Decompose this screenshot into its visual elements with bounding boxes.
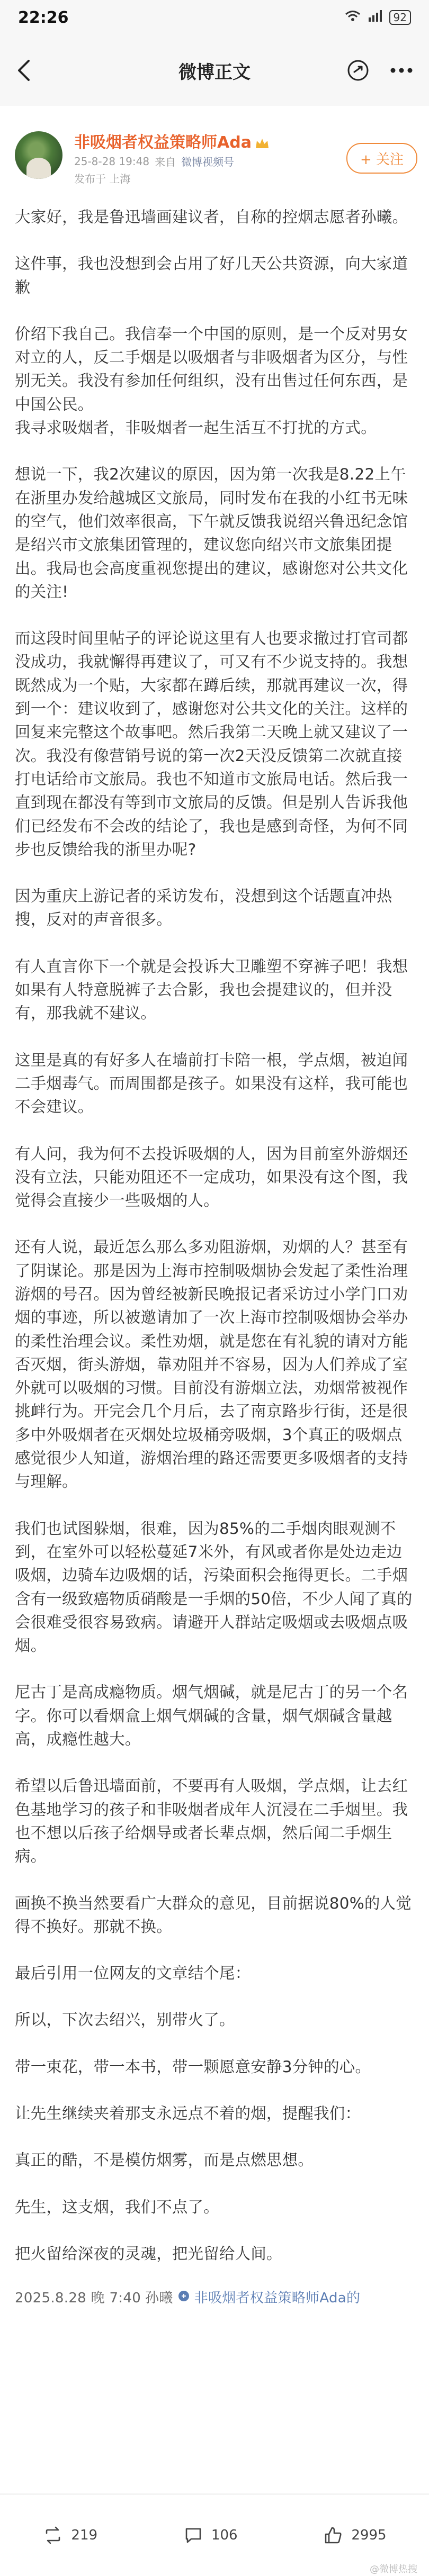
paragraph: 让先生继续夹着那支永远点不着的烟，提醒我们： <box>15 2104 361 2122</box>
paragraph: 把火留给深夜的灵魂，把光留给人间。 <box>15 2244 282 2263</box>
paragraph: 画换不换当然要看广大群众的意见，目前据说80%的人觉得不换好。那就不换。 <box>15 1894 412 1936</box>
page-title: 微博正文 <box>178 61 251 83</box>
back-button[interactable] <box>16 55 48 86</box>
share-icon <box>347 59 369 82</box>
signature-date: 2025.8.28 晚 7:40 <box>15 2290 141 2307</box>
paragraph: 希望以后鲁迅墙面前，不要再有人吸烟，学点烟，让去红色基地学习的孩子和非吸烟者成年人沉浸在二手烟里。我也不想以后孩子给烟导或者长辈点烟，然后闻二手烟生病。 <box>15 1777 408 1866</box>
chevron-left-icon <box>16 59 31 82</box>
paragraph: 我们也试图躲烟，很难，因为85%的二手烟肉眼观测不到，在室外可以轻松蔓延7米外，有风或者你是处边走边吸烟，边骑车边吸烟的话，污染面积会拖得更长。二手烟含有一级致癌物质硝酸是一手烟的50倍，不少人闻了真的会很难受很容易致病。请避开人群站定吸烟或去吸烟点吸烟。 <box>15 1519 413 1655</box>
comment-icon <box>183 2525 204 2546</box>
paragraph: 所以，下次去绍兴，别带火了。 <box>15 2011 235 2029</box>
thumbs-up-icon <box>323 2525 344 2546</box>
post-time: 25-8-28 19:48 <box>74 155 150 168</box>
repost-icon <box>42 2525 64 2546</box>
paragraph: 尼古丁是高成瘾物质。烟气烟碱，就是尼古丁的另一个名字。你可以看烟盒上烟气烟碱的含量，烟气烟碱含量越高，成瘾性越大。 <box>15 1683 408 1749</box>
post-meta <box>74 153 234 169</box>
more-button[interactable] <box>390 59 413 82</box>
like-count: 2995 <box>351 2527 387 2543</box>
status-bar <box>0 0 429 35</box>
post-source[interactable]: 微博视频号 <box>181 156 235 168</box>
paragraph: 价绍下我自己。我信奉一个中国的原则，是一个反对男女对立的人，反二手烟是以吸烟者与非吸烟者为区分，与性别无关。我没有参加任何组织，没有出售过任何东西，是中国公民。 我寻求吸烟者，非吸烟者一起生活互不打扰的方式。 <box>15 324 408 437</box>
status-icons <box>345 10 411 25</box>
watermark: @微博热搜 <box>370 2564 417 2575</box>
author-name-row[interactable] <box>74 129 270 152</box>
comment-count: 106 <box>211 2527 238 2543</box>
follow-button[interactable]: + 关注 <box>346 143 417 174</box>
paragraph: 最后引用一位网友的文章结个尾： <box>15 1964 251 1983</box>
paragraph: 还有人说，最近怎么那么多劝阻游烟，劝烟的人？甚至有了阴谋论。那是因为上海市控制吸烟协会发起了柔性治理游烟的号召。因为曾经被新民晚报记者采访过小学门口劝烟的事迹，所以被邀请加了一次上海市控制吸烟协会举办的柔性治理会议。柔性劝烟，就是您在有礼貌的请对方能否灭烟，街头游烟，靠劝阻并不容易，因为人们养成了室外就可以吸烟的习惯。目前没有游烟立法，劝烟常被视作挑衅行为。开完会几个月后，去了南京路步行街，还是很多中外吸烟者在灭烟处垃圾桶旁吸烟，3个真正的吸烟点感觉很少人知道，游烟治理的路还需要更多吸烟者的支持与理解。 <box>15 1238 408 1491</box>
like-button[interactable] <box>323 2525 386 2546</box>
paragraph: 因为重庆上游记者的采访发布，没想到这个话题直冲热搜，反对的声音很多。 <box>15 887 392 929</box>
link-icon <box>177 2286 190 2310</box>
paragraph: 有人问，我为何不去投诉吸烟的人，因为目前室外游烟还没有立法，只能劝阻还不一定成功，如果没有这个图，我觉得会直接少一些吸烟的人。 <box>15 1144 408 1210</box>
paragraph: 先生，这支烟，我们不点了。 <box>15 2198 219 2216</box>
post-from: 来自 <box>155 156 176 168</box>
post-body <box>15 205 413 2310</box>
status-time: 22:26 <box>18 8 69 27</box>
paragraph: 真正的酷，不是模仿烟雾，而是点燃思想。 <box>15 2151 314 2170</box>
paragraph: 大家好，我是鲁迅墙画建议者，自称的控烟志愿者孙曦。 <box>15 208 408 226</box>
wifi-icon <box>345 10 361 25</box>
repost-count: 219 <box>71 2527 98 2543</box>
signature-name: 孙曦 <box>145 2290 173 2307</box>
battery-icon: 92 <box>389 10 411 25</box>
author-name[interactable]: 非吸烟者权益策略师Ada <box>74 133 252 152</box>
avatar[interactable] <box>15 131 62 179</box>
signal-icon <box>368 10 382 25</box>
action-bar <box>0 2494 429 2576</box>
paragraph: 想说一下，我2次建议的原因，因为第一次我是8.22上午在浙里办发给越城区文旅局，同时发布在我的小红书无味的空气，他们效率很高，下午就反馈我说绍兴鲁迅纪念馆是绍兴市文旅集团管理的，建议您向绍兴市文旅集团提出。我局也会高度重视您提出的建议，感谢您对公共文化的关注! <box>15 465 408 601</box>
paragraph: 这件事，我也没想到会占用了好几天公共资源，向大家道歉 <box>15 255 408 296</box>
paragraph: 带一束花，带一本书，带一颗愿意安静3分钟的心。 <box>15 2057 371 2076</box>
post-location: 发布于 上海 <box>74 173 131 185</box>
more-icon <box>390 67 413 74</box>
share-button[interactable] <box>346 59 370 82</box>
post-card <box>0 106 429 2493</box>
paragraph: 这里是真的有好多人在墙前打卡陪一根，学点烟，被迫闻二手烟毒气。而周围都是孩子。如果没有这样，我可能也不会建议。 <box>15 1051 408 1116</box>
comment-button[interactable] <box>183 2525 238 2546</box>
nav-bar <box>0 37 429 104</box>
paragraph: 而这段时间里帖子的评论说这里有人也要求撤过打官司都没成功，我就懈得再建议了，可又有不少说支持的。我想既然成为一个贴，大家都在蹲后续，那就再建议一次，得到一个：建议收到了，感谢您对公共文化的关注。这样的回复来完整这个故事吧。然后我第二天晚上就又建议了一次。我没有像营销号说的第一次2天没反馈第二次就直接打电话给市文旅局。我也不知道市文旅局电话。然后我一直到现在都没有等到市文旅局的反馈。但是别人告诉我他们已经发布不会改的结论了，我也是感到奇怪，为何不同步也反馈给我的浙里办呢? <box>15 629 408 858</box>
paragraph: 有人直言你下一个就是会投诉大卫雕塑不穿裤子吧！我想如果有人特意脱裤子去合影，我也会提建议的，但并没有，那我就不建议。 <box>15 957 408 1023</box>
author-header <box>15 127 417 185</box>
repost-button[interactable] <box>42 2525 97 2546</box>
crown-badge-icon <box>255 135 270 147</box>
post-signature <box>15 2286 413 2310</box>
signature-link[interactable]: 非吸烟者权益策略师Ada的 <box>194 2290 361 2307</box>
